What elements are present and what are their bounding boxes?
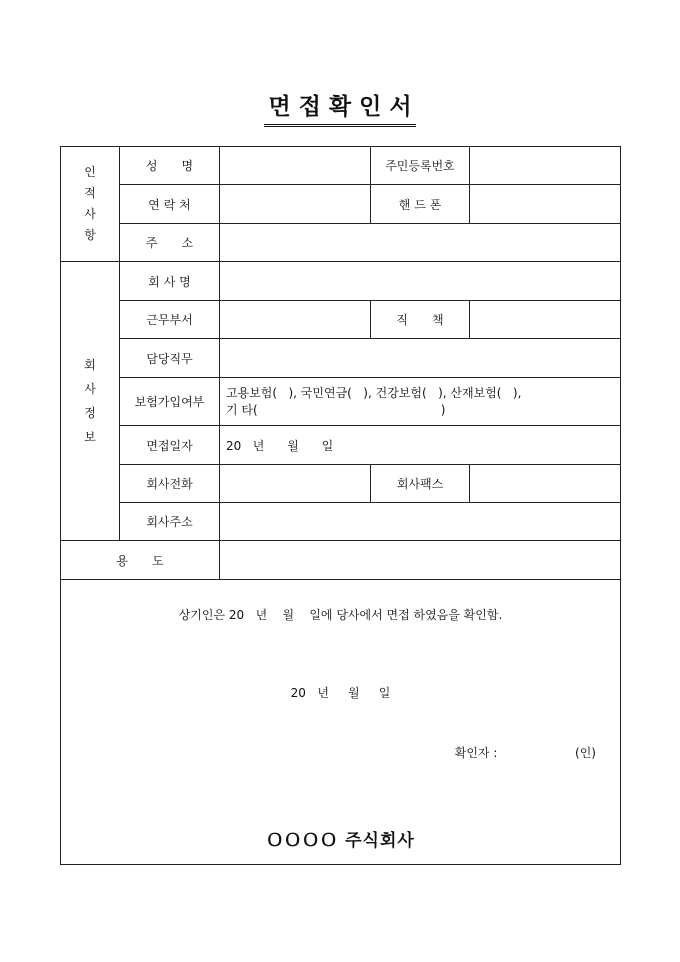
company-phone-label: 회사전화 bbox=[120, 465, 220, 503]
mobile-field[interactable] bbox=[470, 185, 621, 224]
company-section-label: 회 사 정 보 bbox=[61, 262, 120, 541]
interview-date-field[interactable]: 20 년 월 일 bbox=[220, 426, 621, 465]
sign-date: 20 년 월 일 bbox=[290, 686, 391, 700]
address-label: 주 소 bbox=[120, 224, 220, 262]
position-field[interactable] bbox=[470, 301, 621, 339]
insurance-line-1: 고용보험( ), 국민연금( ), 건강보험( ), 산재보험( ), bbox=[226, 385, 522, 400]
company-name-label: 회 사 명 bbox=[120, 262, 220, 301]
contact-field[interactable] bbox=[220, 185, 371, 224]
company-phone-field[interactable] bbox=[220, 465, 371, 503]
department-label: 근무부서 bbox=[120, 301, 220, 339]
name-label: 성 명 bbox=[120, 147, 220, 185]
seal-label: (인) bbox=[575, 746, 596, 760]
company-address-field[interactable] bbox=[220, 503, 621, 541]
insurance-field[interactable] bbox=[220, 378, 621, 426]
mobile-label: 핸 드 폰 bbox=[371, 185, 470, 224]
document-title: 면 접 확 인 서 bbox=[0, 88, 680, 127]
duty-label: 담당직무 bbox=[120, 339, 220, 378]
company-fax-field[interactable] bbox=[470, 465, 621, 503]
duty-field[interactable] bbox=[220, 339, 621, 378]
confirmation-area bbox=[61, 580, 621, 865]
position-label: 직 책 bbox=[371, 301, 470, 339]
address-field[interactable] bbox=[220, 224, 621, 262]
personal-section-label: 인 적 사 항 bbox=[61, 147, 120, 262]
confirmer-label: 확인자 : bbox=[454, 746, 498, 760]
usage-field[interactable] bbox=[220, 541, 621, 580]
department-field[interactable] bbox=[220, 301, 371, 339]
interview-date-label: 면접일자 bbox=[120, 426, 220, 465]
company-address-label: 회사주소 bbox=[120, 503, 220, 541]
company-signature: ＯＯＯＯ 주식회사 bbox=[266, 831, 415, 851]
contact-label: 연 락 처 bbox=[120, 185, 220, 224]
id-number-field[interactable] bbox=[470, 147, 621, 185]
confirmation-statement: 상기인은 20 년 월 일에 당사에서 면접 하였음을 확인함. bbox=[178, 608, 503, 622]
company-name-field[interactable] bbox=[220, 262, 621, 301]
insurance-line-2: 기 타( ) bbox=[226, 402, 446, 417]
id-number-label: 주민등록번호 bbox=[371, 147, 470, 185]
confirmer-line bbox=[455, 744, 596, 761]
interview-form-table bbox=[60, 146, 621, 865]
usage-label: 용 도 bbox=[61, 541, 220, 580]
company-fax-label: 회사팩스 bbox=[371, 465, 470, 503]
name-field[interactable] bbox=[220, 147, 371, 185]
insurance-label: 보험가입여부 bbox=[120, 378, 220, 426]
